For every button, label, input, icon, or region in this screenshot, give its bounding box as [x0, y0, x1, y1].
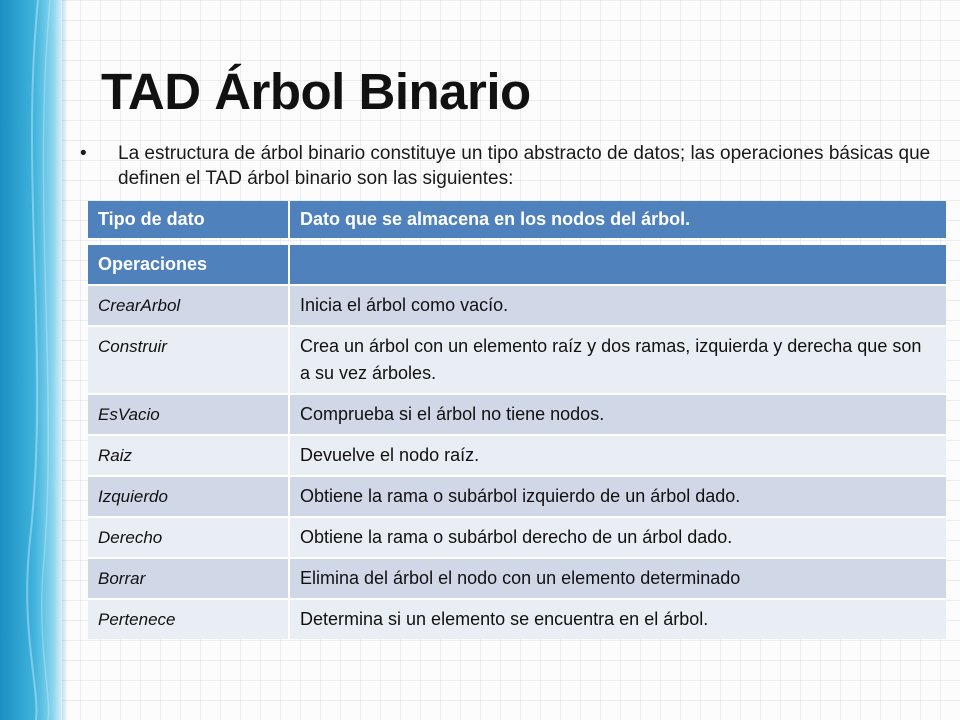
data-type-value: Dato que se almacena en los nodos del árbol.	[289, 201, 946, 238]
operation-name: Derecho	[88, 517, 289, 558]
operation-description: Obtiene la rama o subárbol izquierdo de un árbol dado.	[289, 476, 946, 517]
decorative-wave	[0, 0, 62, 720]
operation-name: Pertenece	[88, 599, 289, 639]
table-row	[88, 435, 946, 476]
table-row	[88, 599, 946, 639]
operation-name: Izquierdo	[88, 476, 289, 517]
bullet-text: La estructura de árbol binario constituye un tipo abstracto de datos; las operaciones básicas que definen el TAD árbol binario son las siguientes:	[118, 143, 931, 189]
table-row	[88, 476, 946, 517]
operations-table	[88, 245, 946, 639]
table-row	[88, 558, 946, 599]
table-row	[88, 326, 946, 394]
operation-description: Obtiene la rama o subárbol derecho de un árbol dado.	[289, 517, 946, 558]
bullet-icon: •	[80, 143, 87, 164]
operation-name: Raiz	[88, 435, 289, 476]
operation-name: CrearArbol	[88, 285, 289, 326]
operation-description: Inicia el árbol como vacío.	[289, 285, 946, 326]
bullet-paragraph	[80, 141, 950, 191]
table-row	[88, 517, 946, 558]
operations-header-empty	[289, 245, 946, 285]
data-type-row	[88, 201, 946, 238]
operation-name: Borrar	[88, 558, 289, 599]
operation-description: Crea un árbol con un elemento raíz y dos ramas, izquierda y derecha que son a su vez árboles.	[289, 326, 946, 394]
operation-description: Devuelve el nodo raíz.	[289, 435, 946, 476]
operations-header: Operaciones	[88, 245, 289, 285]
operation-name: EsVacio	[88, 394, 289, 435]
operation-description: Determina si un elemento se encuentra en el árbol.	[289, 599, 946, 639]
data-type-table	[88, 201, 946, 238]
data-type-label: Tipo de dato	[88, 201, 289, 238]
operation-description: Elimina del árbol el nodo con un elemento determinado	[289, 558, 946, 599]
operations-header-row	[88, 245, 946, 285]
operation-name: Construir	[88, 326, 289, 394]
table-row	[88, 394, 946, 435]
slide-title: TAD Árbol Binario	[101, 63, 531, 120]
operation-description: Comprueba si el árbol no tiene nodos.	[289, 394, 946, 435]
table-row	[88, 285, 946, 326]
